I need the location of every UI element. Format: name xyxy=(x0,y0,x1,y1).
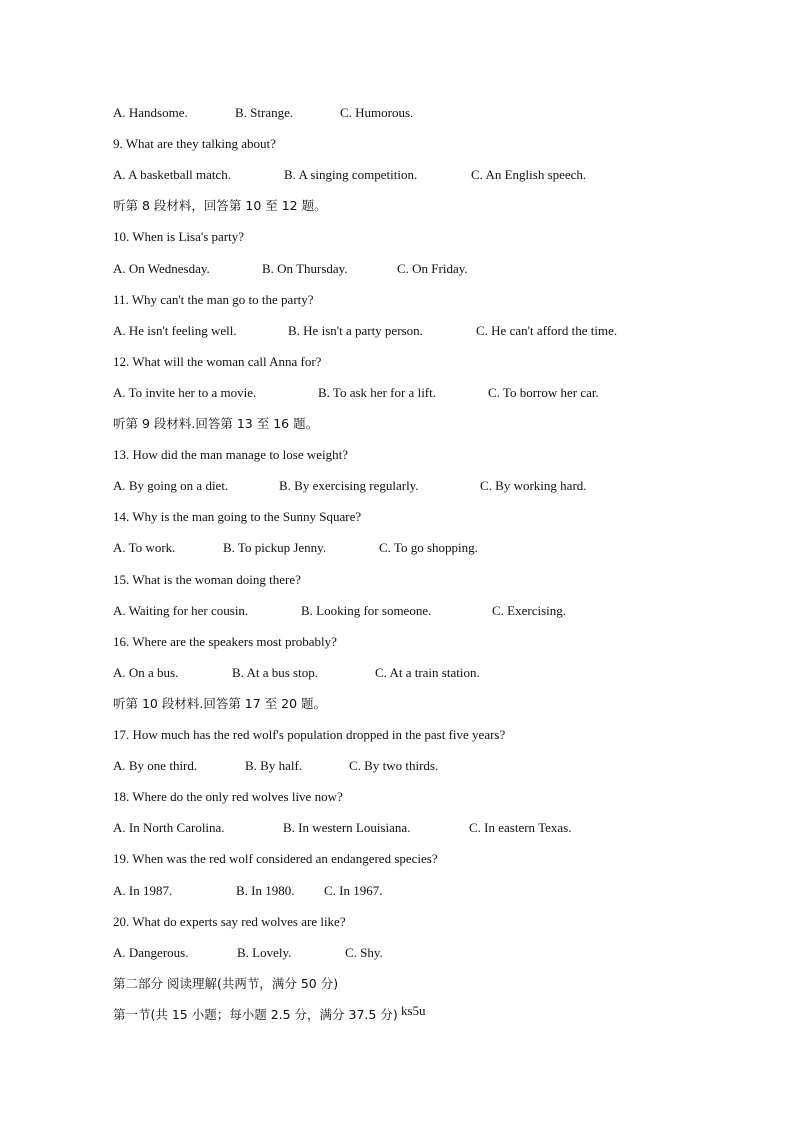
question-stem xyxy=(113,727,505,743)
option-c: C. At a train station. xyxy=(375,664,480,680)
option-b: B. On Thursday. xyxy=(262,260,348,276)
option-a: A. He isn't feeling well. xyxy=(113,322,237,338)
question-text: 16. Where are the speakers most probably? xyxy=(113,633,337,649)
section-text: 听第 9 段材料.回答第 13 至 16 题。 xyxy=(113,416,319,431)
option-b: B. By exercising regularly. xyxy=(279,478,419,494)
option-b: B. In 1980. xyxy=(236,882,295,898)
option-a: A. In 1987. xyxy=(113,882,173,898)
question-stem xyxy=(113,634,337,650)
question-stem xyxy=(113,354,321,370)
option-a: A. By going on a diet. xyxy=(113,478,229,494)
option-c: C. In eastern Texas. xyxy=(469,820,572,836)
option-c: C. An English speech. xyxy=(471,167,587,183)
option-c: C. By two thirds. xyxy=(349,758,439,774)
option-b: B. A singing competition. xyxy=(284,167,418,183)
option-c: C. To go shopping. xyxy=(379,540,478,556)
option-c: C. On Friday. xyxy=(397,260,468,276)
question-text: 18. Where do the only red wolves live now? xyxy=(113,789,343,805)
option-a: A. A basketball match. xyxy=(113,167,232,183)
option-b: B. Lovely. xyxy=(237,944,292,960)
option-a: A. Dangerous. xyxy=(113,944,189,960)
question-stem xyxy=(113,509,361,525)
option-c: C. In 1967. xyxy=(324,882,383,898)
option-c: C. To borrow her car. xyxy=(488,384,599,400)
option-a: A. Waiting for her cousin. xyxy=(113,602,249,618)
question-stem xyxy=(113,136,276,152)
question-text: 15. What is the woman doing there? xyxy=(113,571,301,587)
question-text: 11. Why can't the man go to the party? xyxy=(113,291,314,307)
option-a: A. In North Carolina. xyxy=(113,820,225,836)
question-text: 9. What are they talking about? xyxy=(113,136,276,152)
option-c: C. Shy. xyxy=(345,944,383,960)
question-stem xyxy=(113,292,314,308)
option-b: B. He isn't a party person. xyxy=(288,322,423,338)
section-instruction xyxy=(113,1002,426,1023)
section-instruction xyxy=(113,696,326,712)
section-text: 第二部分 阅读理解(共两节，满分 50 分) xyxy=(113,975,339,991)
option-a: A. On Wednesday. xyxy=(113,260,210,276)
question-stem xyxy=(113,572,301,588)
question-stem xyxy=(113,851,438,867)
watermark-mark: ks5u xyxy=(397,1002,426,1018)
option-c: C. He can't afford the time. xyxy=(476,322,618,338)
option-b: B. To pickup Jenny. xyxy=(223,540,327,556)
question-stem xyxy=(113,789,343,805)
question-text: 10. When is Lisa's party? xyxy=(113,229,244,245)
question-text: 14. Why is the man going to the Sunny Square? xyxy=(113,509,362,525)
option-a: A. To work. xyxy=(113,540,176,556)
section-text: 听第 8 段材料，回答第 10 至 12 题。 xyxy=(113,198,327,214)
question-stem xyxy=(113,914,346,930)
section-instruction xyxy=(113,416,318,432)
option-a: A. By one third. xyxy=(113,758,198,774)
section-text: 第一节(共 15 小题；每小题 2.5 分，满分 37.5 分) xyxy=(113,1006,398,1022)
section-instruction xyxy=(113,976,338,992)
option-c: C. Humorous. xyxy=(340,105,414,120)
option-b: B. To ask her for a lift. xyxy=(318,384,436,400)
option-a: A. Handsome. xyxy=(113,105,188,120)
question-text: 19. When was the red wolf considered an endangered species? xyxy=(113,851,438,867)
option-b: B. By half. xyxy=(245,758,303,774)
section-instruction xyxy=(113,198,327,214)
option-b: B. Strange. xyxy=(235,105,294,120)
option-a: A. To invite her to a movie. xyxy=(113,384,257,400)
question-stem xyxy=(113,447,348,463)
option-a: A. On a bus. xyxy=(113,664,179,680)
section-text: 听第 10 段材料.回答第 17 至 20 题。 xyxy=(113,695,327,711)
option-c: C. Exercising. xyxy=(492,602,567,618)
option-c: C. By working hard. xyxy=(480,478,587,494)
option-b: B. In western Louisiana. xyxy=(283,820,411,836)
option-b: B. Looking for someone. xyxy=(301,602,432,618)
question-text: 17. How much has the red wolf's population dropped in the past five years? xyxy=(113,727,506,742)
question-text: 20. What do experts say red wolves are like? xyxy=(113,913,346,929)
question-stem xyxy=(113,229,244,245)
option-b: B. At a bus stop. xyxy=(232,664,318,680)
question-text: 12. What will the woman call Anna for? xyxy=(113,353,322,369)
question-text: 13. How did the man manage to lose weight? xyxy=(113,447,349,463)
